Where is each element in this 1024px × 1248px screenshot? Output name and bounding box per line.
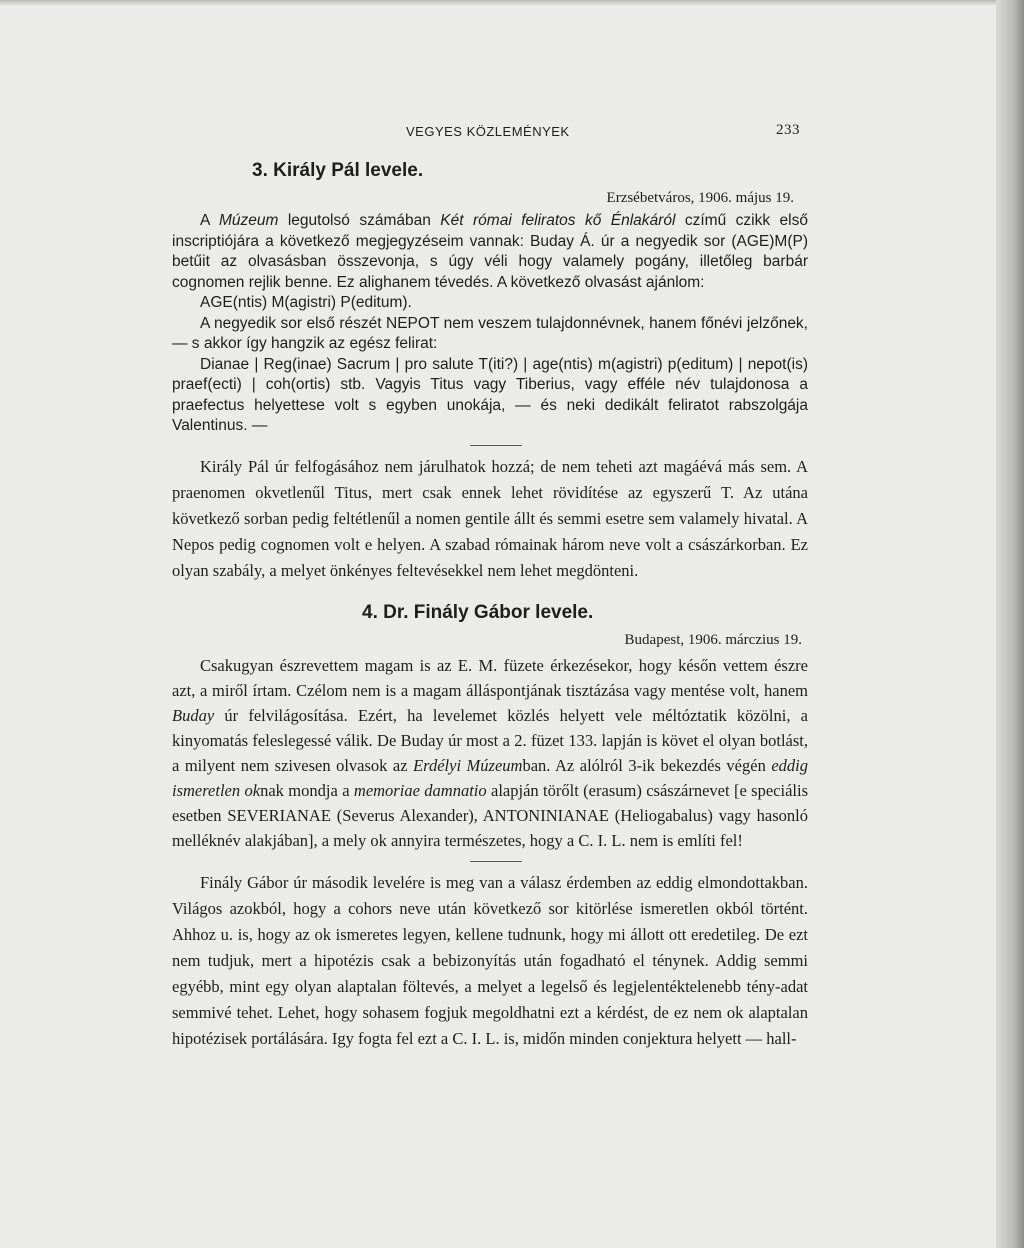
text-run: alapján törőlt (erasum) császárnevet [e speciális esetben SEVERIANAE (Severus Alexander), ANTONINIANAE (Heliogabalus) vagy hasonló melléknév alakjában], a mely ok annyira természetes, hogy a C. I. L. nem is említi fel! bbox=[172, 780, 808, 850]
letter-3-reading: AGE(ntis) M(agistri) P(editum). bbox=[200, 294, 412, 311]
italic-text: memoriae damnatio bbox=[353, 780, 487, 800]
editor-reply-3 bbox=[172, 454, 808, 584]
text-run: czímű czikk első inscriptiójára a következő megjegyzéseim vannak: Buday Á. úr a negyedik sor (AGE)M(P) betűit az olvasásban összevonja, s úgy véli hogy valamely pogány, illetőleg barbár cognomen rejlik benne. Ez alighanem tévedés. A következő olvasást ajánlom: bbox=[172, 212, 808, 291]
italic-text: Két római feliratos kő Énlakáról bbox=[440, 212, 676, 229]
letter-3-dateline: Erzsébetváros, 1906. május 19. bbox=[606, 190, 794, 206]
letter-3-inscription: Dianae | Reg(inae) Sacrum | pro salute T(iti?) | age(ntis) m(agistri) p(editum) | nepot(is) praef(ecti) | coh(ortis) stb. Vagyis Titus vagy Tiberius, vagy efféle név tulajdonosa a praefectus helyettese volt s egyben unokája, — és neki dedikált feliratot rabszolgája Valentinus. — bbox=[172, 355, 808, 434]
divider-rule bbox=[470, 445, 522, 446]
letter-3-paragraph-2: A negyedik sor első részét NEPOT nem veszem tulajdonnévnek, hanem főnévi jelzőnek, — s akkor így hangzik az egész felirat: bbox=[172, 314, 808, 352]
text-run: úr felvilágosítása. Ezért, ha levelemet közlés helyett vele méltóztatik közölni, a kinyomatás feleslegessé válik. De Buday úr most a 2. füzet 133. lapján is követ el olyan botlást, a milyent nem szivesen olvasok az bbox=[172, 705, 808, 775]
text-run: A bbox=[200, 212, 219, 229]
italic-text: Buday bbox=[172, 705, 215, 725]
italic-text: Erdélyi Múzeum bbox=[413, 755, 523, 775]
page-edge-top bbox=[0, 0, 1024, 6]
letter-4-title: 4. Dr. Finály Gábor levele. bbox=[362, 601, 594, 623]
text-run: nak mondja a bbox=[260, 780, 354, 800]
editor-reply-4 bbox=[172, 870, 808, 1052]
letter-4-dateline: Budapest, 1906. márczius 19. bbox=[624, 631, 802, 648]
running-head bbox=[172, 118, 808, 142]
italic-text: Múzeum bbox=[218, 212, 279, 229]
italic-text: eddig ismeretlen ok bbox=[172, 755, 809, 800]
letter-4-paragraph-1 bbox=[172, 653, 808, 853]
divider-rule bbox=[470, 861, 522, 862]
letter-4-body bbox=[172, 653, 808, 853]
letter-3-title: 3. Király Pál levele. bbox=[252, 160, 424, 181]
reply-3-paragraph: Király Pál úr felfogásához nem járulhatok hozzá; de nem teheti azt magáévá más sem. A praenomen okvetlenűl Titus, mert csak ennek lehet rövidítése az egyszerű T. Az utána következő sorban pedig feltétlenűl a nomen gentile állt és semmi esetre sem valamely hivatal. A Nepos pedig cognomen volt e helyen. A szabad rómainak három neve volt a császárkorban. Ez olyan szabály, a melyet önkényes feltevésekkel nem lehet megdönteni. bbox=[172, 456, 808, 580]
page-content bbox=[172, 118, 808, 1052]
letter-3-paragraph-1 bbox=[172, 211, 808, 293]
running-title: VEGYES KÖZLEMÉNYEK bbox=[406, 124, 570, 139]
text-run: Csakugyan észrevettem magam is az E. M. füzete érkezésekor, hogy későn vettem észre azt, a miről írtam. Czélom nem is a magam álláspontjának tisztázása vagy mentése volt, hanem bbox=[172, 655, 808, 700]
reply-4-paragraph: Finály Gábor úr második levelére is meg van a válasz érdemben az eddig elmondottakban. Világos azokból, hogy a cohors neve után következő sor kitörlése ismeretlen okból történt. Ahhoz u. is, hogy az ok ismeretes legyen, kellene tudnunk, hogy mi állott ott eredetileg. De ezt nem tudjuk, mert a hipotézis csak a bebizonyítás után fogadható el ténynek. Addig semmi egyébb, mint egy olyan alaptalan föltevés, a melyet a legelső és legjelentéktelenebb tény-adat semmivé tehet. Lehet, hogy sohasem fogjuk megoldhatni ezt a kérdést, de ez nem ok alaptalan hipotézisek portálására. Igy fogta fel ezt a C. I. L. is, midőn minden conjektura helyett — hall- bbox=[172, 872, 808, 1048]
page-edge-right bbox=[996, 0, 1024, 1248]
letter-3-body bbox=[172, 211, 808, 437]
page-number: 233 bbox=[776, 122, 800, 138]
text-run: ban. Az alólról 3-ik bekezdés végén bbox=[522, 755, 772, 775]
text-run: legutolsó számában bbox=[278, 212, 441, 229]
